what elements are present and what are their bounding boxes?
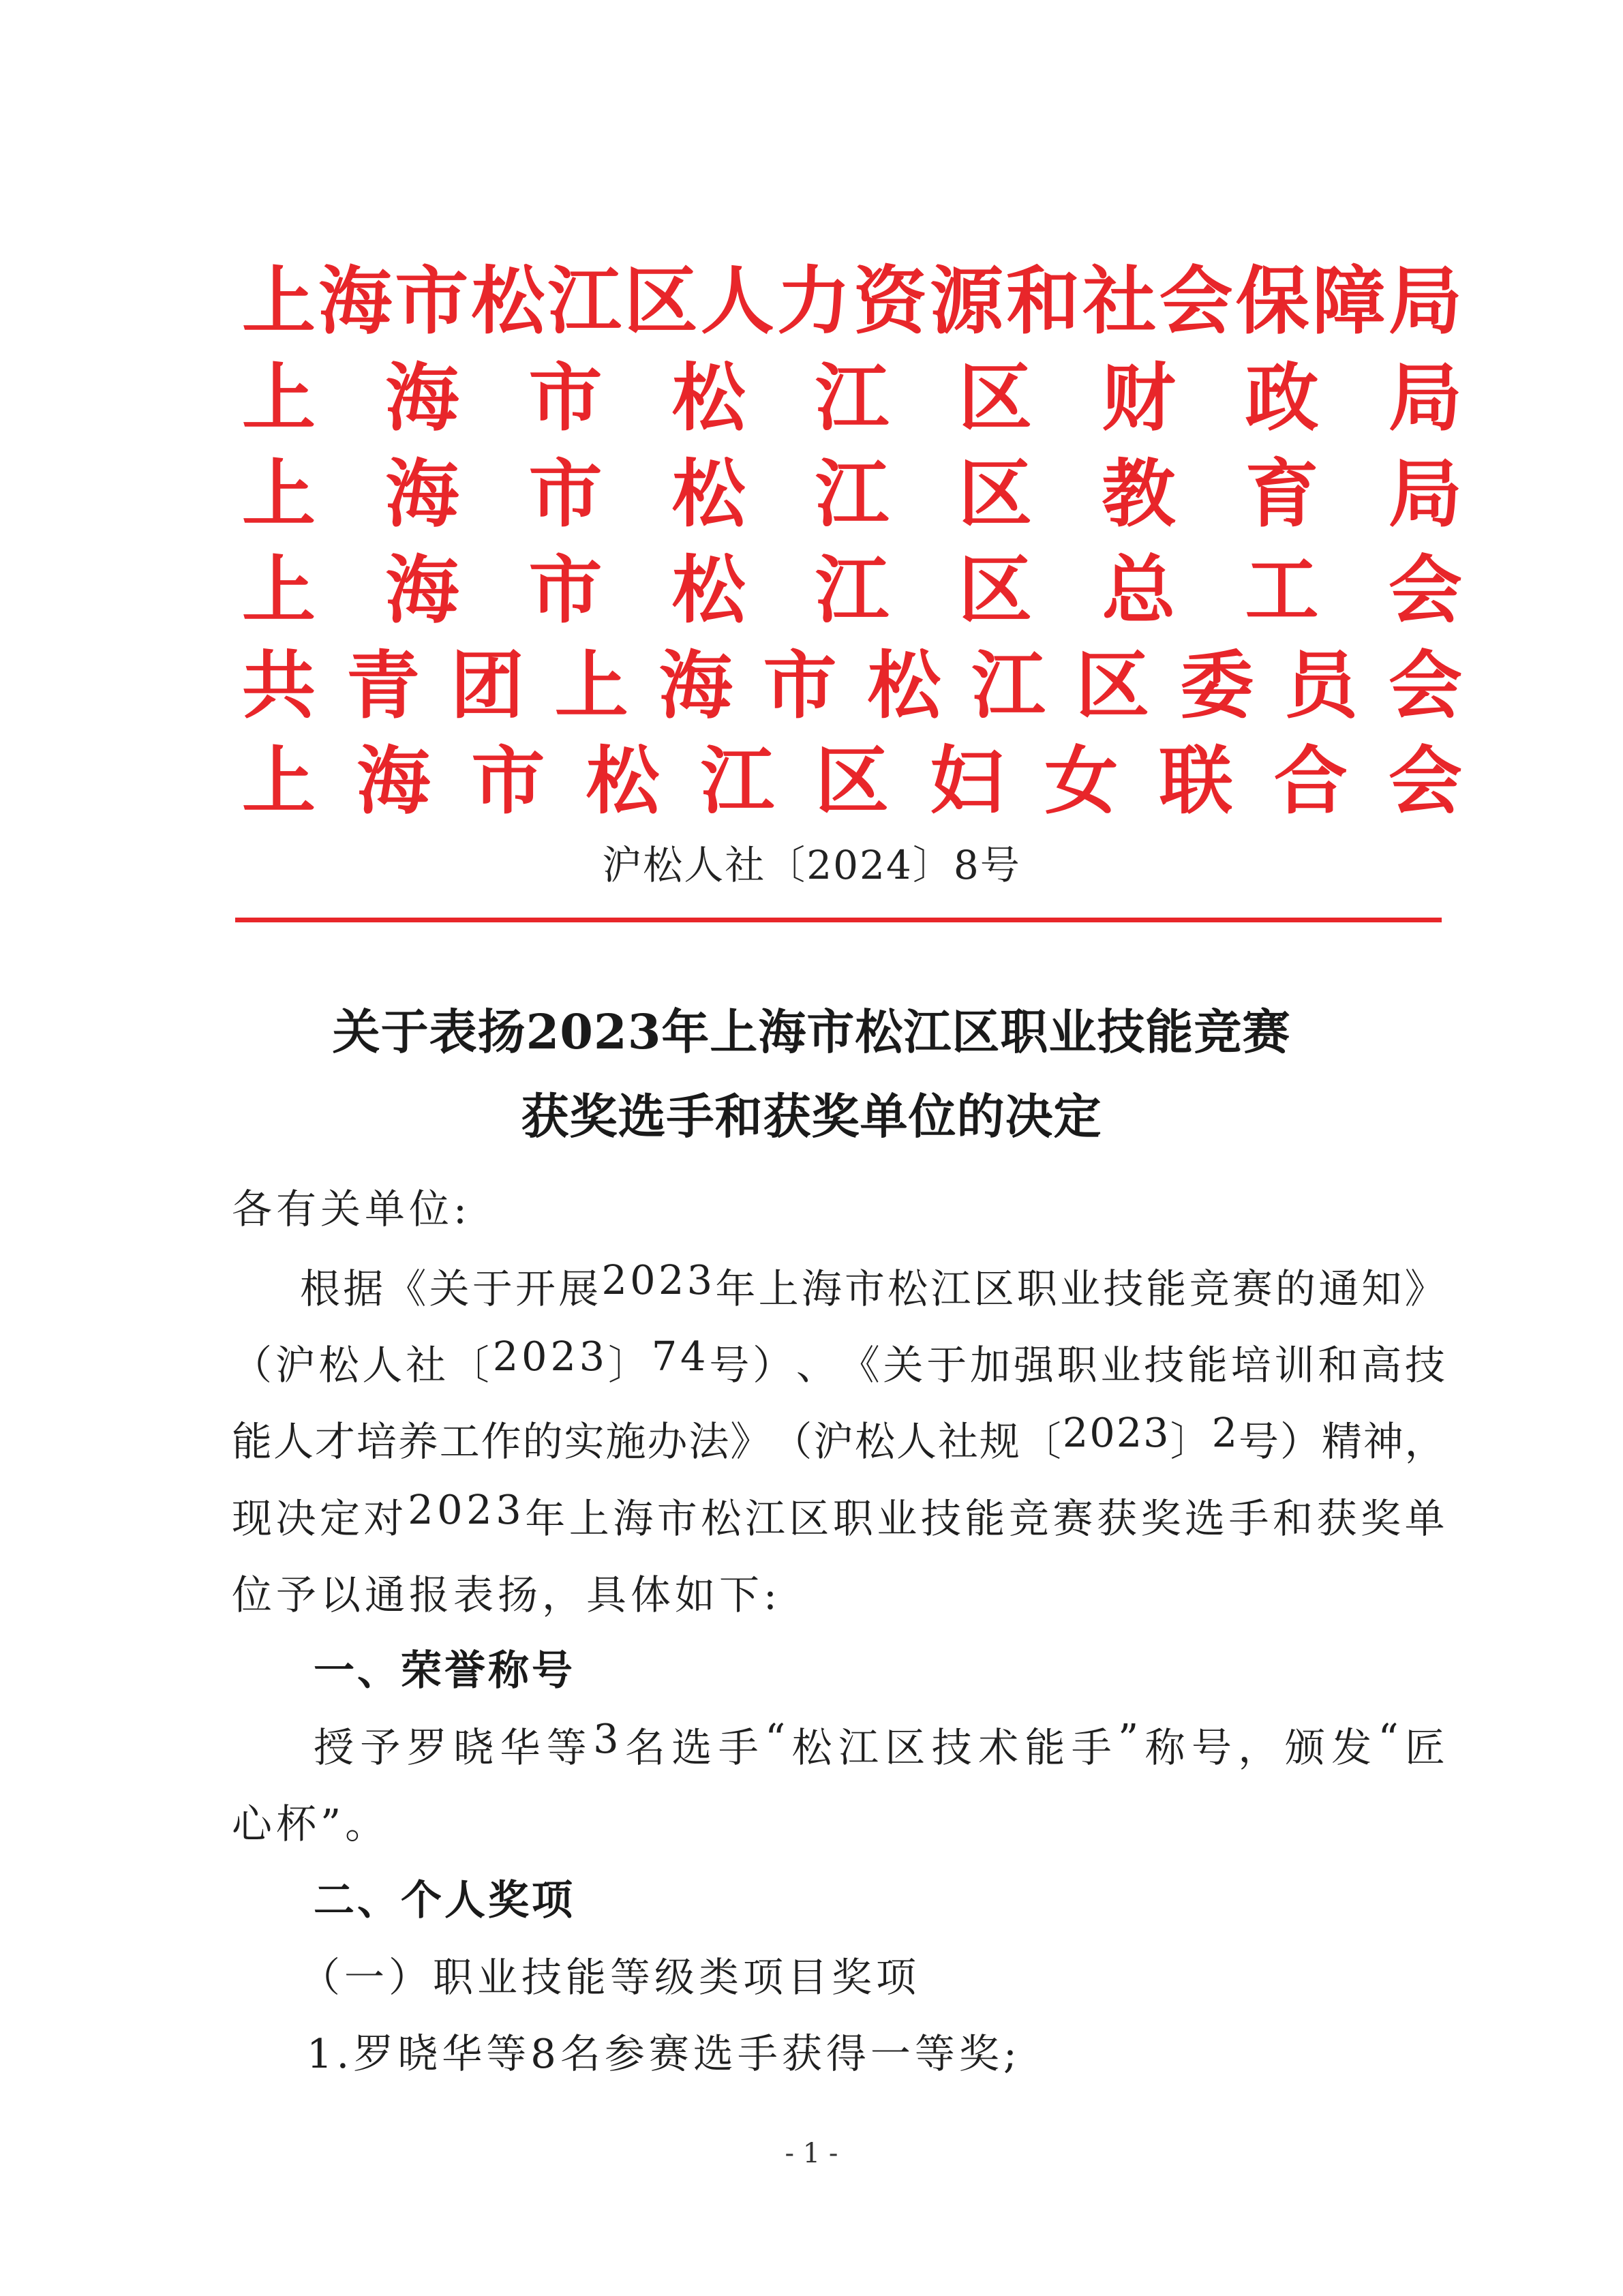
- section1-line-2: 心杯”。: [232, 1800, 390, 1847]
- paragraph-line-4: 现 决 定 对 2 0 2 3 年 上 海 市 松 江 区 职 业 技 能 竞 赛 获 奖 选 手 和 获 奖 单: [232, 1486, 1445, 1542]
- paragraph-line-3: 能 人 才 培 养 工 作 的 实 施 办 法 》 （ 沪 松 人 社 规 〔 2 0 2 3 〕 2 号 ） 精 神 ，: [232, 1409, 1445, 1465]
- page-number: - 1 -: [785, 2138, 838, 2169]
- red-divider: [235, 918, 1442, 922]
- paragraph-line-2: （ 沪 松 人 社 〔 2 0 2 3 〕 7 4 号 ） 、 《 关 于 加 强 职 业 技 能 培 训 和 高 技: [232, 1333, 1445, 1389]
- document-title-line-1: 关于表扬2023年上海市松江区职业技能竞赛: [332, 1003, 1291, 1060]
- subsection-heading-skill-level: （一）职业技能等级类项目奖项: [300, 1954, 921, 2001]
- issuer-line-womens-federation: 上 海 市 松 江 区 妇 女 联 合 会: [242, 738, 1462, 824]
- section-heading-individual-awards: 二、个人奖项: [314, 1877, 575, 1924]
- issuer-line-trade-union: 上 海 市 松 江 区 总 工 会: [242, 547, 1462, 633]
- issuer-line-education: 上 海 市 松 江 区 教 育 局: [242, 451, 1462, 537]
- award-item-1: 1.罗晓华等8名参赛选手获得一等奖;: [307, 2030, 1021, 2077]
- issuer-line-hrss: 上 海 市 松 江 区 人 力 资 源 和 社 会 保 障 局: [242, 258, 1462, 344]
- section-heading-honor-title: 一、荣誉称号: [314, 1647, 575, 1695]
- salutation: 各有关单位:: [232, 1185, 471, 1233]
- issuer-line-youth-league: 共 青 团 上 海 市 松 江 区 委 员 会: [242, 643, 1462, 729]
- document-title-line-2: 获奖选手和获奖单位的决定: [521, 1088, 1102, 1145]
- document-number: 沪松人社〔2024〕8号: [602, 842, 1021, 888]
- section1-line-1: 授 予 罗 晓 华 等 3 名 选 手 “ 松 江 区 技 术 能 手 ” 称 号 ， 颁 发 “ 匠: [314, 1715, 1445, 1771]
- issuer-line-finance: 上 海 市 松 江 区 财 政 局: [242, 355, 1462, 441]
- paragraph-line-5: 位予以通报表扬，具体如下:: [232, 1571, 781, 1618]
- paragraph-line-1: 根 据 《 关 于 开 展 2 0 2 3 年 上 海 市 松 江 区 职 业 技 能 竞 赛 的 通 知 》: [300, 1256, 1445, 1312]
